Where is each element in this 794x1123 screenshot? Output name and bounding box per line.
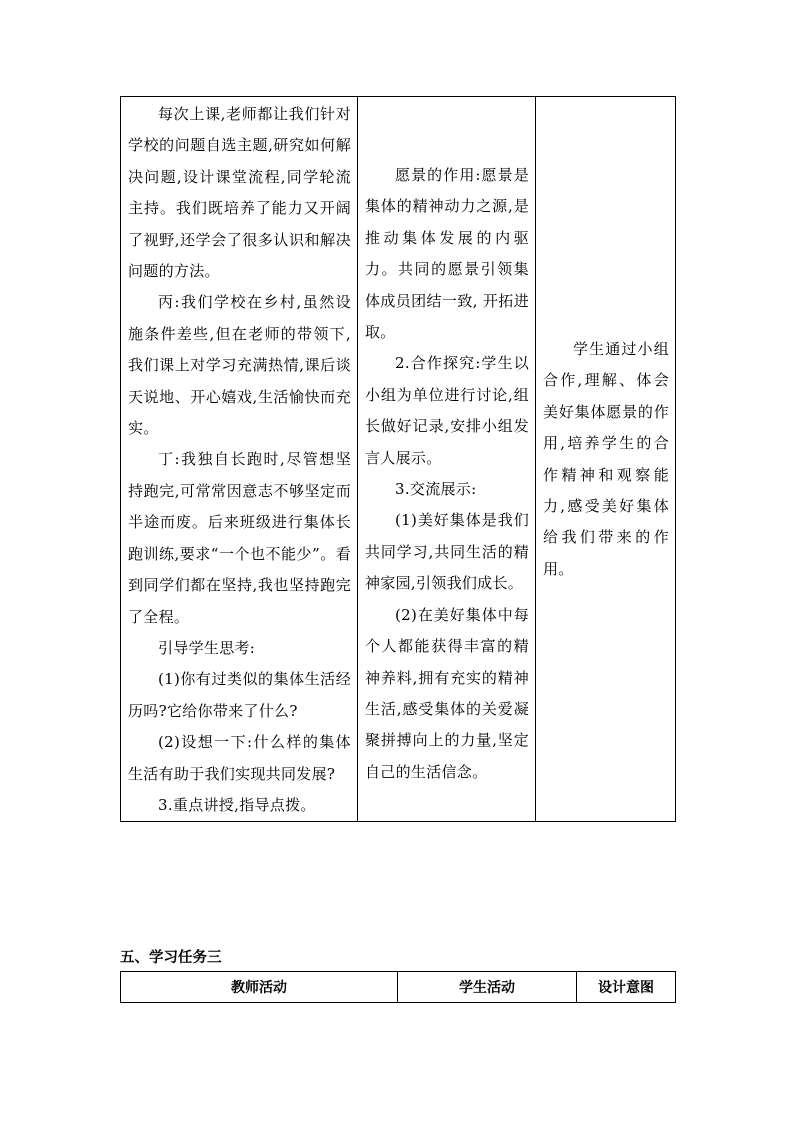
paragraph: (1)你有过类似的集体生活经历吗?它给你带来了什么? xyxy=(128,670,351,720)
header-teacher-activity: 教师活动 xyxy=(121,972,398,1003)
paragraph: 丙:我们学校在乡村,虽然设施条件差些,但在老师的带领下,我们课上对学习充满热情,课后谈天说地、开心嬉戏,生活愉快而充实。 xyxy=(128,293,351,438)
table-header-row xyxy=(121,972,676,1003)
paragraph: 3.重点讲授,指导点拨。 xyxy=(158,795,316,814)
section-heading: 五、学习任务三 xyxy=(120,950,222,966)
paragraph: (1)美好集体是我们共同学习,共同生活的精神家园,引领我们成长。 xyxy=(365,511,529,593)
table-row xyxy=(121,97,676,822)
paragraph: 愿景的作用:愿景是集体的精神动力之源,是推动集体发展的内驱力。共同的愿景引领集体成员团结一致, 开拓进取。 xyxy=(365,166,529,342)
paragraph: 2.合作探究:学生以小组为单位进行讨论,组长做好记录,安排小组发言人展示。 xyxy=(365,354,529,467)
paragraph: (2)设想一下:什么样的集体生活有助于我们实现共同发展? xyxy=(128,733,351,783)
paragraph: (2)在美好集体中每个人都能获得丰富的精神养料,拥有充实的精神生活,感受集体的关爱凝聚拼搏向上的力量,坚定自己的生活信念。 xyxy=(365,605,529,781)
paragraph: 丁:我独自长跑时,尽管想坚持跑完,可常常因意志不够坚定而半途而废。后来班级进行集体长跑训练,要求“一个也不能少”。看到同学们都在坚持,我也坚持跑完了全程。 xyxy=(128,450,351,626)
task-three-table xyxy=(120,971,676,1003)
paragraph: 3.交流展示: xyxy=(395,480,477,499)
paragraph: 引导学生思考: xyxy=(158,638,256,657)
header-design-intent: 设计意图 xyxy=(577,972,676,1003)
student-activity-cell xyxy=(358,97,536,822)
teacher-activity-cell xyxy=(121,97,358,822)
paragraph: 每次上课,老师都让我们针对学校的问题自选主题,研究如何解决问题,设计课堂流程,同学轮流主持。我们既培养了能力又开阔了视野,还学会了很多认识和解决问题的方法。 xyxy=(128,105,351,281)
paragraph: 学生通过小组合作,理解、体会美好集体愿景的作用,培养学生的合作精神和观察能力,感受美好集体给我们带来的作用。 xyxy=(543,340,669,578)
activity-table xyxy=(120,96,676,822)
header-student-activity: 学生活动 xyxy=(398,972,577,1003)
design-intent-cell xyxy=(536,97,676,822)
